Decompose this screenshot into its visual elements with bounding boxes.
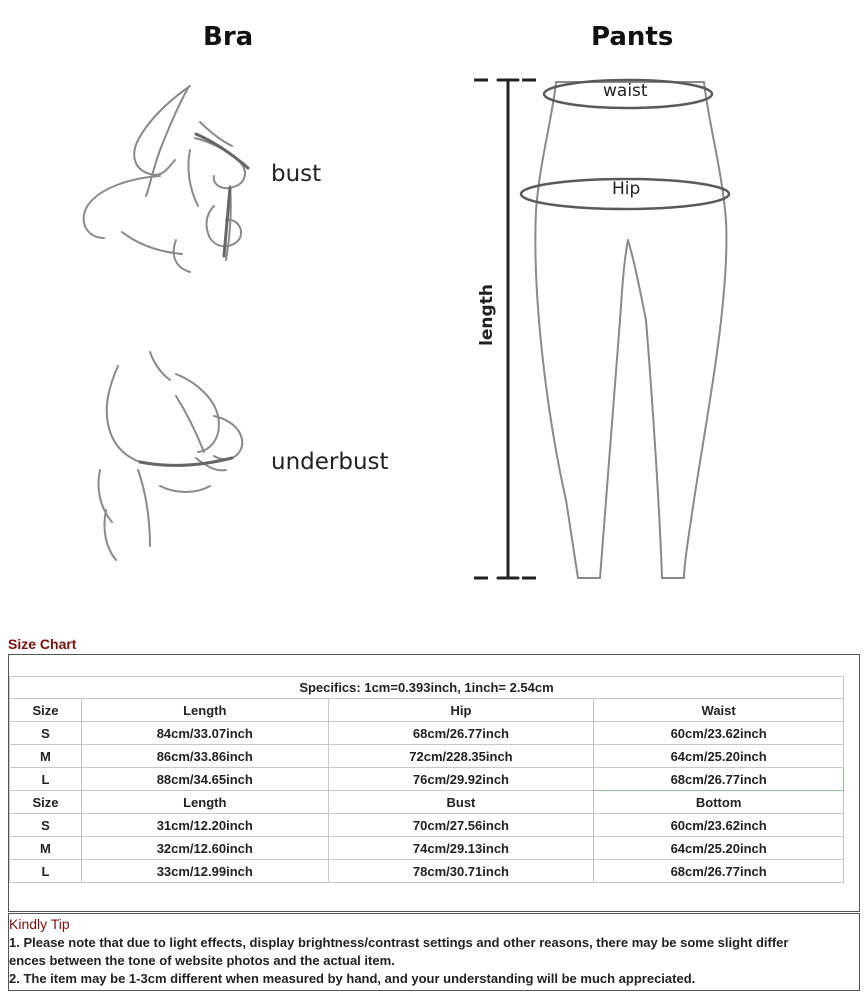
- bust-figure-illustration: [84, 86, 245, 272]
- header-cell: Length: [81, 791, 328, 814]
- bottom-cell: 68cm/26.77inch: [594, 860, 844, 883]
- size-cell: S: [10, 814, 82, 837]
- pants-title: Pants: [591, 22, 674, 52]
- table-row: [10, 768, 844, 791]
- length-cell: 86cm/33.86inch: [81, 745, 328, 768]
- length-cell: 84cm/33.07inch: [81, 722, 328, 745]
- header-cell: Size: [10, 791, 82, 814]
- kindly-tip-title: Kindly Tip: [9, 916, 70, 932]
- length-label: length: [477, 284, 497, 346]
- length-cell: 33cm/12.99inch: [81, 860, 328, 883]
- specifics-text: Specifics: 1cm=0.393inch, 1inch= 2.54cm: [10, 677, 844, 699]
- table-row: [10, 814, 844, 837]
- table-row: [10, 722, 844, 745]
- table-row: [10, 837, 844, 860]
- length-cell: 32cm/12.60inch: [81, 837, 328, 860]
- bust-cell: 78cm/30.71inch: [328, 860, 594, 883]
- table-row: [10, 745, 844, 768]
- hip-cell: 76cm/29.92inch: [328, 768, 594, 791]
- underbust-tape: [140, 458, 232, 465]
- hip-label: Hip: [612, 179, 641, 199]
- specifics-row: [10, 677, 844, 699]
- waist-cell: 64cm/25.20inch: [594, 745, 844, 768]
- hip-cell: 68cm/26.77inch: [328, 722, 594, 745]
- header-cell: Bust: [328, 791, 594, 814]
- header-cell: Waist: [594, 699, 844, 722]
- length-cell: 88cm/34.65inch: [81, 768, 328, 791]
- waist-label: waist: [603, 81, 648, 101]
- size-chart-table: [9, 676, 844, 883]
- size-cell: L: [10, 860, 82, 883]
- size-cell: M: [10, 745, 82, 768]
- bust-label: bust: [271, 161, 322, 187]
- size-cell: L: [10, 768, 82, 791]
- underbust-label: underbust: [271, 449, 389, 475]
- underbust-figure-illustration: [99, 352, 243, 560]
- size-cell: S: [10, 722, 82, 745]
- tip-line-1b: ences between the tone of website photos and the actual item.: [9, 953, 395, 968]
- header-cell: Hip: [328, 699, 594, 722]
- bottom-cell: 60cm/23.62inch: [594, 814, 844, 837]
- header-cell: Bottom: [594, 791, 844, 814]
- header-cell: Length: [81, 699, 328, 722]
- length-cell: 31cm/12.20inch: [81, 814, 328, 837]
- header-cell: Size: [10, 699, 82, 722]
- hip-cell: 72cm/228.35inch: [328, 745, 594, 768]
- bust-cell: 74cm/29.13inch: [328, 837, 594, 860]
- bra-title: Bra: [203, 22, 254, 52]
- waist-cell: 68cm/26.77inch: [594, 768, 844, 791]
- bust-cell: 70cm/27.56inch: [328, 814, 594, 837]
- size-chart-title: Size Chart: [8, 636, 77, 652]
- pants-illustration: [535, 82, 726, 578]
- bottom-cell: 64cm/25.20inch: [594, 837, 844, 860]
- waist-cell: 60cm/23.62inch: [594, 722, 844, 745]
- bra-header-row: [10, 791, 844, 814]
- length-ruler: [498, 80, 518, 578]
- tip-line-1a: 1. Please note that due to light effects, display brightness/contrast settings and other reasons, there may be some slight differ: [9, 935, 789, 950]
- pants-header-row: [10, 699, 844, 722]
- tip-line-2: 2. The item may be 1-3cm different when measured by hand, and your understanding will be much appreciated.: [9, 971, 696, 986]
- table-row: [10, 860, 844, 883]
- size-cell: M: [10, 837, 82, 860]
